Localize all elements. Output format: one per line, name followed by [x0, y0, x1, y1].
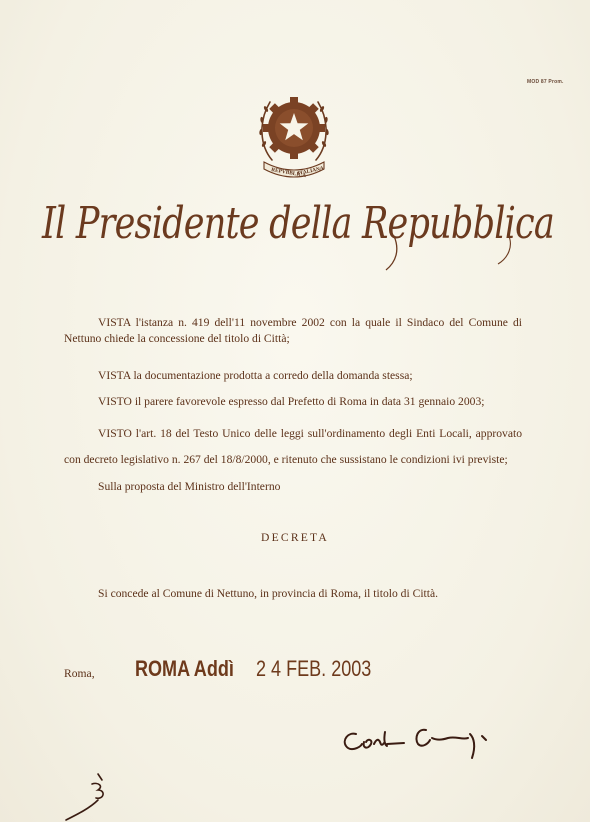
countersignature: [58, 770, 134, 822]
decree-heading: DECRETA: [261, 531, 329, 544]
preamble-paragraph: VISTO il parere favorevole espresso dal Prefetto di Roma in data 31 gennaio 2003;: [98, 395, 485, 408]
svg-text:ITALIANA: ITALIANA: [297, 165, 325, 177]
decree-body: [64, 586, 522, 602]
headline-text: Il Presidente della Repubblica: [41, 198, 555, 249]
preamble-articolo: [64, 421, 522, 473]
preamble-parere: [64, 394, 522, 410]
president-signature: [338, 716, 508, 762]
preamble-paragraph: Sulla proposta del Ministro dell'Interno: [98, 480, 281, 493]
svg-text:REPVBBLICA: REPVBBLICA: [270, 167, 307, 180]
preamble-istanza: [64, 315, 522, 347]
place-label: Roma,: [64, 667, 95, 680]
preamble-documentazione: [64, 368, 522, 384]
preamble-proposta: [64, 479, 522, 495]
emblem-icon: [250, 86, 338, 182]
stamp-place: ROMA Addì: [135, 656, 234, 681]
stamp-date: 2 4 FEB. 2003: [255, 656, 372, 681]
preamble-paragraph: VISTA la documentazione prodotta a corredo della domanda stessa;: [98, 369, 413, 382]
date-stamp: [135, 656, 396, 682]
preamble-paragraph: VISTO l'art. 18 del Testo Unico delle leggi sull'ordinamento degli Enti Locali, approvato con decreto legislativo n. 267 del 18/8/2000, e ritenuto che sussistano le condizioni ivi previste;: [64, 427, 522, 466]
decree-text: Si concede al Comune di Nettuno, in provincia di Roma, il titolo di Città.: [98, 587, 439, 600]
preamble-paragraph: VISTA l'istanza n. 419 dell'11 novembre 2002 con la quale il Sindaco del Comune di Nettuno chiede la concessione del titolo di Città;: [64, 316, 522, 345]
headline-title: [38, 180, 558, 272]
form-code: MOD 87 Prom.: [527, 79, 564, 85]
